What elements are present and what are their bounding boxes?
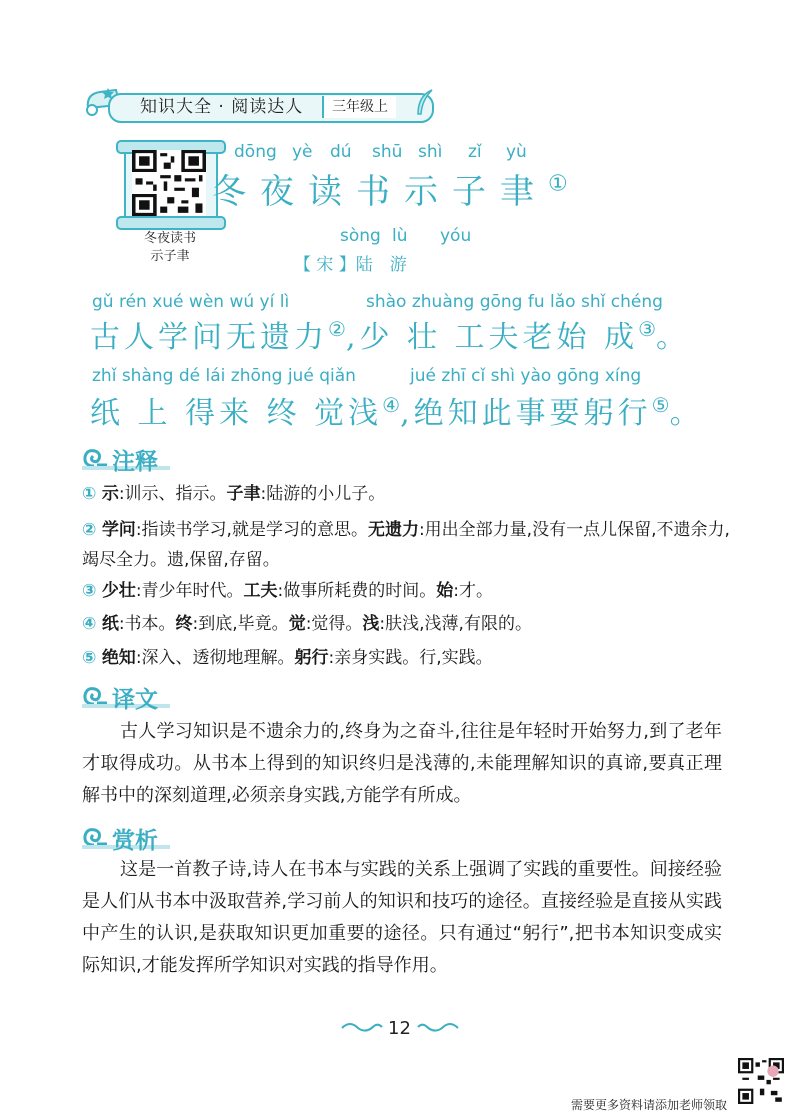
note-item-2: ② 学问:指读书学习,就是学习的意思。无遗力:用出全部力量,没有一点儿保留,不遗余力,竭尽全力。遗,保留,存留。: [82, 520, 730, 570]
header-title: 知识大全 · 阅读达人: [140, 97, 304, 117]
title-pinyin: yù: [506, 142, 527, 162]
note-item-1: ① 示:训示、指示。子聿:陆游的小儿子。: [82, 484, 386, 504]
footnote-mark: ④: [382, 393, 401, 417]
footnote-mark: ③: [638, 317, 657, 341]
author-pinyin: yóu: [440, 226, 472, 246]
qr-code-icon[interactable]: [132, 150, 206, 216]
line1-pinyin-b: shào zhuàng gōng fu lǎo shǐ chéng: [366, 292, 663, 312]
page-number: 12: [388, 1018, 411, 1039]
footer-qr-code-icon[interactable]: [738, 1058, 784, 1104]
appreciation-text: 这是一首教子诗,诗人在书本与实践的关系上强调了实践的重要性。间接经验是人们从书本中汲取营养,学习前人的知识和技巧的途径。直接经验是直接从实践中产生的认识,是获取知识更加重要的途径。只有通过“躬行”,把书本知识变成实际知识,才能发挥所学知识对实践的指导作用。: [82, 859, 722, 976]
translation-text: 古人学习知识是不遗余力的,终身为之奋斗,往往是年轻时开始努力,到了老年才取得成功。从书本上得到的知识终归是浅薄的,未能理解知识的真谛,要真正理解书中的深刻道理,必须亲身实践,方能学有所成。: [82, 721, 722, 806]
title-pinyin: shì: [418, 142, 443, 162]
note-item-3: ③ 少壮:青少年时代。工夫:做事所耗费的时间。始:才。: [82, 581, 494, 601]
line2-pinyin-a: zhǐ shàng dé lái zhōng jué qiǎn: [92, 366, 356, 386]
title-pinyin: shū: [372, 142, 403, 162]
poem-line-2: 纸 上 得来 终 觉浅④,绝知此事要躬行⑤。: [90, 393, 704, 431]
section-title-notes: 注释: [112, 449, 158, 475]
footer-swirl-right-icon: [416, 1020, 460, 1034]
author-pinyin: lù: [392, 226, 408, 246]
title-pinyin: yè: [292, 142, 313, 162]
poem-title: 冬夜读书示子聿①: [212, 171, 568, 212]
title-pinyin: zǐ: [468, 142, 482, 162]
poem-author: 【 宋 】陆 游: [294, 255, 407, 275]
line1-pinyin-a: gǔ rén xué wèn wú yí lì: [92, 292, 290, 312]
qr-caption: 冬夜读书 示子聿: [143, 231, 196, 264]
note-item-4: ④ 纸:书本。终:到底,毕竟。觉:觉得。浅:肤浅,浅薄,有限的。: [82, 614, 532, 634]
section-title-appreciation: 赏析: [112, 828, 158, 854]
note-item-5: ⑤ 绝知:深入、透彻地理解。躬行:亲身实践。行,实践。: [82, 648, 493, 668]
header-grade: 三年级上: [322, 96, 396, 118]
scroll-roll-bottom: [116, 216, 226, 230]
poem-line-1: 古人学问无遗力②,少 壮 工夫老始 成③。: [90, 317, 691, 355]
quill-icon: [412, 88, 436, 118]
section-title-translation: 译文: [112, 687, 158, 713]
footnote-mark: ②: [328, 317, 346, 341]
footnote-mark: ⑤: [651, 393, 670, 417]
title-footnote-mark: ①: [548, 171, 568, 197]
title-pinyin: dú: [330, 142, 352, 162]
author-pinyin: sòng: [340, 226, 381, 246]
footer-note: 需要更多资料请添加老师领取: [571, 1098, 728, 1112]
line2-pinyin-b: jué zhī cǐ shì yào gōng xíng: [410, 366, 642, 386]
title-pinyin: dōng: [234, 142, 277, 162]
footer-swirl-left-icon: [340, 1020, 384, 1034]
